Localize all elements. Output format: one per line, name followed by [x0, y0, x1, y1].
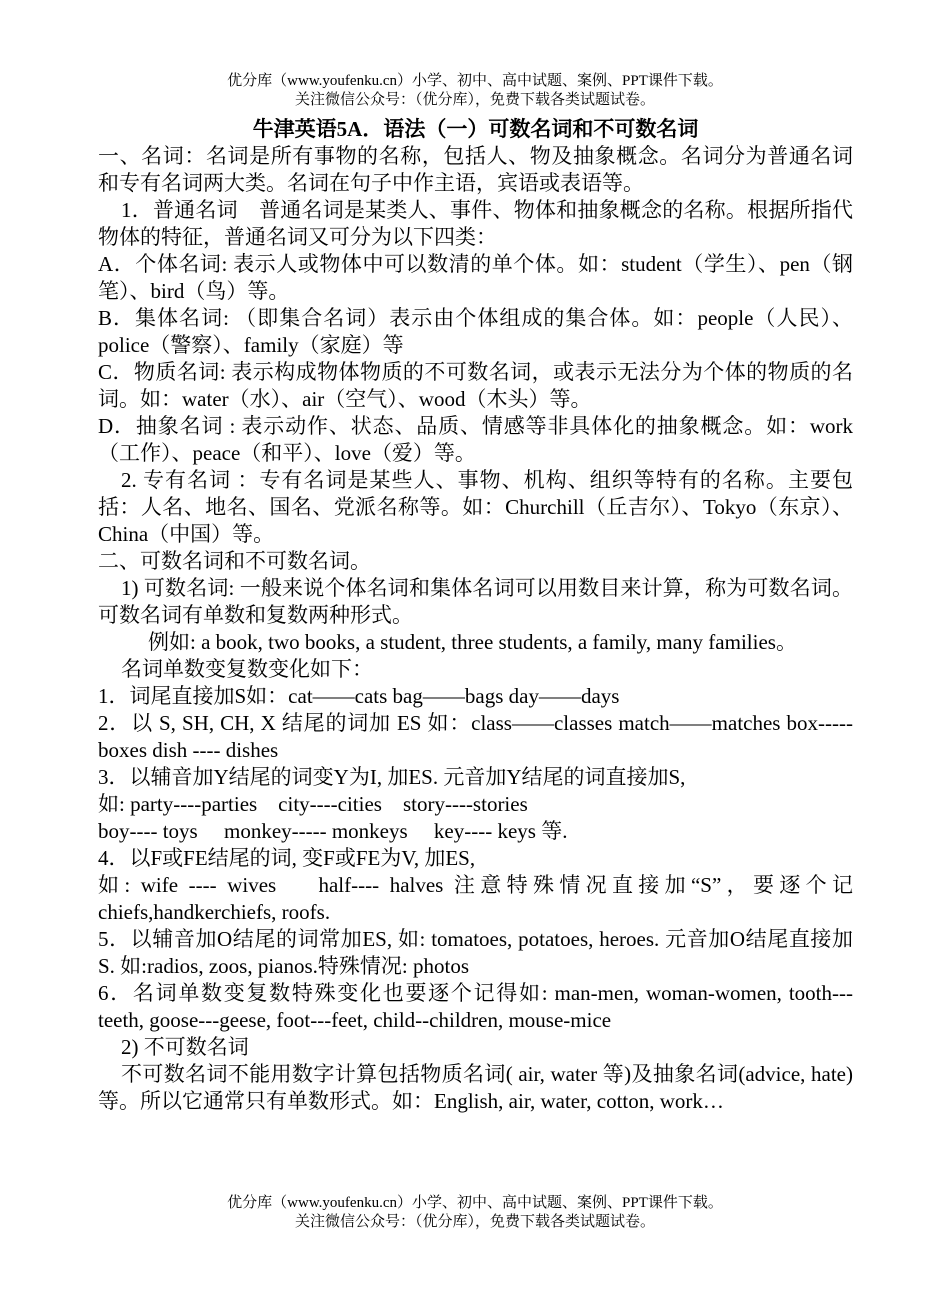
document-title: 牛津英语5A．语法（一）可数名词和不可数名词	[252, 117, 699, 141]
paragraph-plural-rules-intro: 名词单数变复数变化如下：	[121, 657, 373, 681]
document-body	[98, 116, 853, 1115]
paragraph-proper-noun: 2. 专有名词 ：专有名词是某些人、事物、机构、组织等特有的名称。主要包括：人名、地名、国名、党派名称等。如：Churchill（丘吉尔）、Tokyo（东京）、China（中国）等。	[98, 468, 853, 546]
rule-3-example-b: boy---- toys monkey----- monkeys key---- keys 等.	[98, 819, 568, 843]
rule-3-example-a: 如: party----parties city----cities story----stories	[98, 792, 528, 816]
rule-1: 1．词尾直接加S如：cat——cats bag——bags day——days	[98, 684, 620, 708]
paragraph-abstract-noun: D．抽象名词 : 表示动作、状态、品质、情感等非具体化的抽象概念。如：work（工作）、peace（和平）、love（爱）等。	[98, 414, 853, 465]
rule-4-example: 如: wife ---- wives half---- halves 注意特殊情况直接加“S”，要逐个记chiefs,handkerchiefs, roofs.	[98, 873, 853, 924]
paragraph-uncountable-heading: 2) 不可数名词	[121, 1035, 249, 1059]
footer-line-2: 关注微信公众号：（优分库），免费下载各类试题试卷。	[294, 1214, 655, 1230]
footer-line-1: 优分库（www.youfenku.cn）小学、初中、高中试题、案例、PPT课件下载。	[227, 1195, 723, 1211]
rule-6: 6．名词单数变复数特殊变化也要逐个记得如: man-men, woman-women, tooth---teeth, goose---geese, foot---feet, child--children, mouse-mice	[98, 981, 853, 1032]
header-line-1: 优分库（www.youfenku.cn）小学、初中、高中试题、案例、PPT课件下载。	[227, 73, 723, 89]
paragraph-individual-noun: A．个体名词: 表示人或物体中可以数清的单个体。如：student（学生）、pen（钢笔）、bird（鸟）等。	[98, 252, 853, 303]
rule-3: 3．以辅音加Y结尾的词变Y为I, 加ES. 元音加Y结尾的词直接加S,	[98, 765, 686, 789]
header-line-2: 关注微信公众号：（优分库），免费下载各类试题试卷。	[294, 92, 655, 108]
paragraph-noun-definition: 一、名词：名词是所有事物的名称，包括人、物及抽象概念。名词分为普通名词和专有名词两大类。名词在句子中作主语，宾语或表语等。	[98, 144, 853, 195]
rule-2: 2．以 S, SH, CH, X 结尾的词加 ES 如：class——classes match——matches box----- boxes dish ---- dishes	[98, 711, 853, 762]
paragraph-section-two: 二、可数名词和不可数名词。	[98, 549, 371, 573]
paragraph-material-noun: C．物质名词: 表示构成物体物质的不可数名词，或表示无法分为个体的物质的名词。如：water（水）、air（空气）、wood（木头）等。	[98, 360, 853, 411]
paragraph-countable-noun: 1) 可数名词: 一般来说个体名词和集体名词可以用数目来计算，称为可数名词。可数名词有单数和复数两种形式。	[98, 576, 853, 627]
rule-4: 4．以F或FE结尾的词, 变F或FE为V, 加ES,	[98, 846, 476, 870]
paragraph-uncountable-noun: 不可数名词不能用数字计算包括物质名词( air, water 等)及抽象名词(advice, hate)等。所以它通常只有单数形式。如：English, air, water, cotton, work…	[98, 1062, 853, 1113]
paragraph-countable-example: 例如: a book, two books, a student, three students, a family, many families。	[148, 630, 797, 654]
paragraph-common-noun: 1．普通名词 普通名词是某类人、事件、物体和抽象概念的名称。根据所指代物体的特征，普通名词又可分为以下四类：	[98, 198, 853, 249]
paragraph-collective-noun: B．集体名词: （即集合名词）表示由个体组成的集合体。如：people（人民）、police（警察）、family（家庭）等	[98, 306, 853, 357]
page-header	[0, 72, 950, 110]
page-footer	[0, 1194, 950, 1232]
rule-5: 5．以辅音加O结尾的词常加ES, 如: tomatoes, potatoes, heroes. 元音加O结尾直接加S. 如:radios, zoos, pianos.特殊情况: photos	[98, 927, 853, 978]
